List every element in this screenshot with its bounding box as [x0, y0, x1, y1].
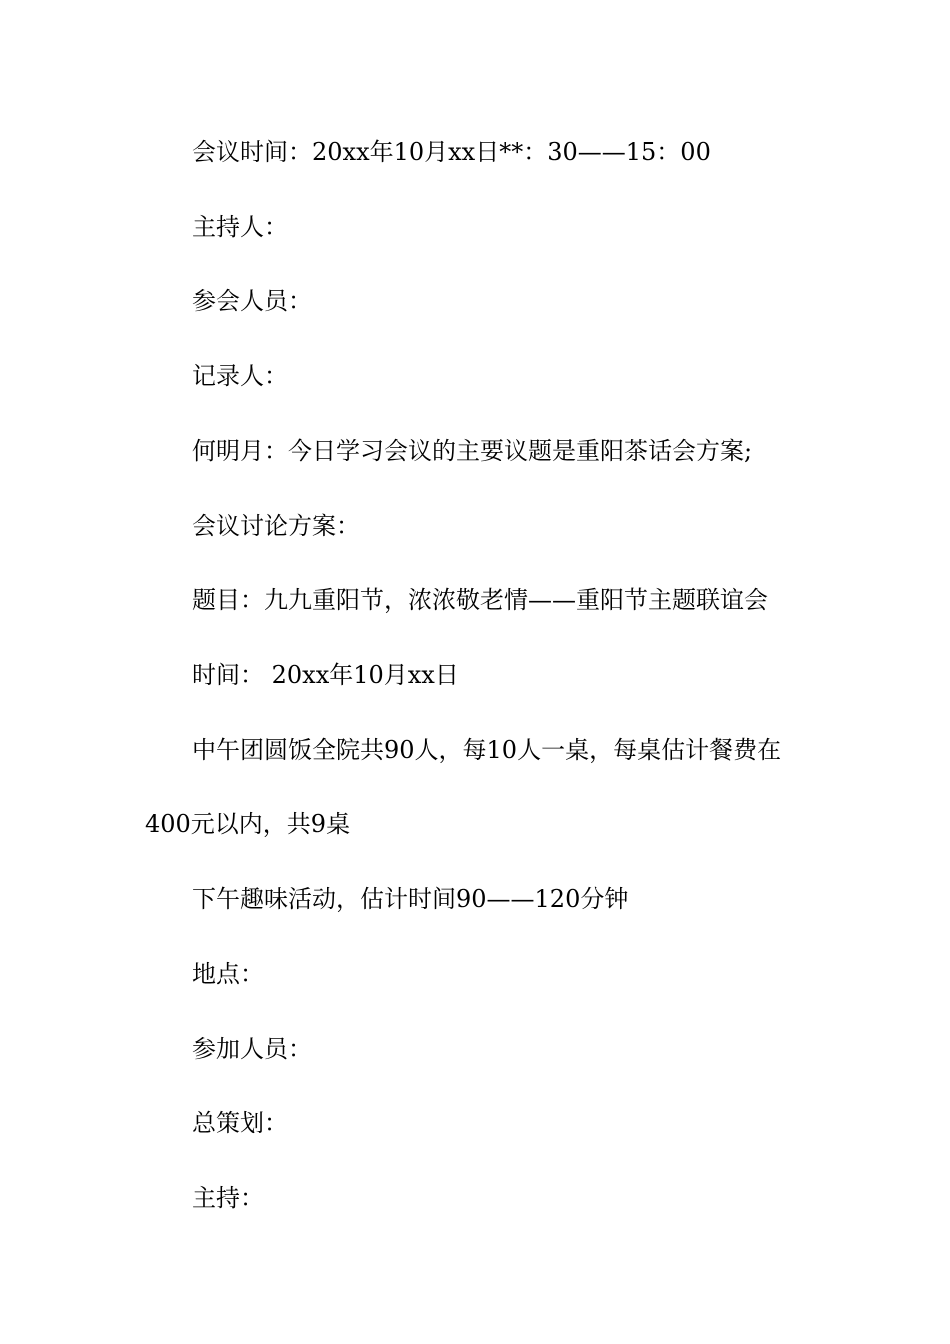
- meeting-time: 会议时间：20xx年10月xx日**：30——15：00: [192, 138, 711, 166]
- event-title: 题目：九九重阳节，浓浓敬老情——重阳节主题联谊会: [192, 586, 768, 614]
- event-time: 时间： 20xx年10月xx日: [192, 661, 459, 689]
- main-topic: 何明月：今日学习会议的主要议题是重阳茶话会方案;: [192, 437, 753, 465]
- afternoon-activity: 下午趣味活动，估计时间90——120分钟: [192, 885, 629, 913]
- discussion-plan-label: 会议讨论方案：: [192, 512, 360, 540]
- location-label: 地点：: [192, 960, 264, 988]
- chief-planner-label: 总策划：: [192, 1109, 288, 1137]
- recorder-label: 记录人：: [192, 362, 288, 390]
- lunch-plan-line-2: 400元以内，共9桌: [145, 810, 351, 838]
- emcee-label: 主持：: [192, 1184, 264, 1212]
- lunch-plan-line-1: 中午团圆饭全院共90人，每10人一桌，每桌估计餐费在: [192, 736, 782, 764]
- attendees-label: 参会人员：: [192, 287, 312, 315]
- host-label: 主持人：: [192, 213, 288, 241]
- participants-label: 参加人员：: [192, 1035, 312, 1063]
